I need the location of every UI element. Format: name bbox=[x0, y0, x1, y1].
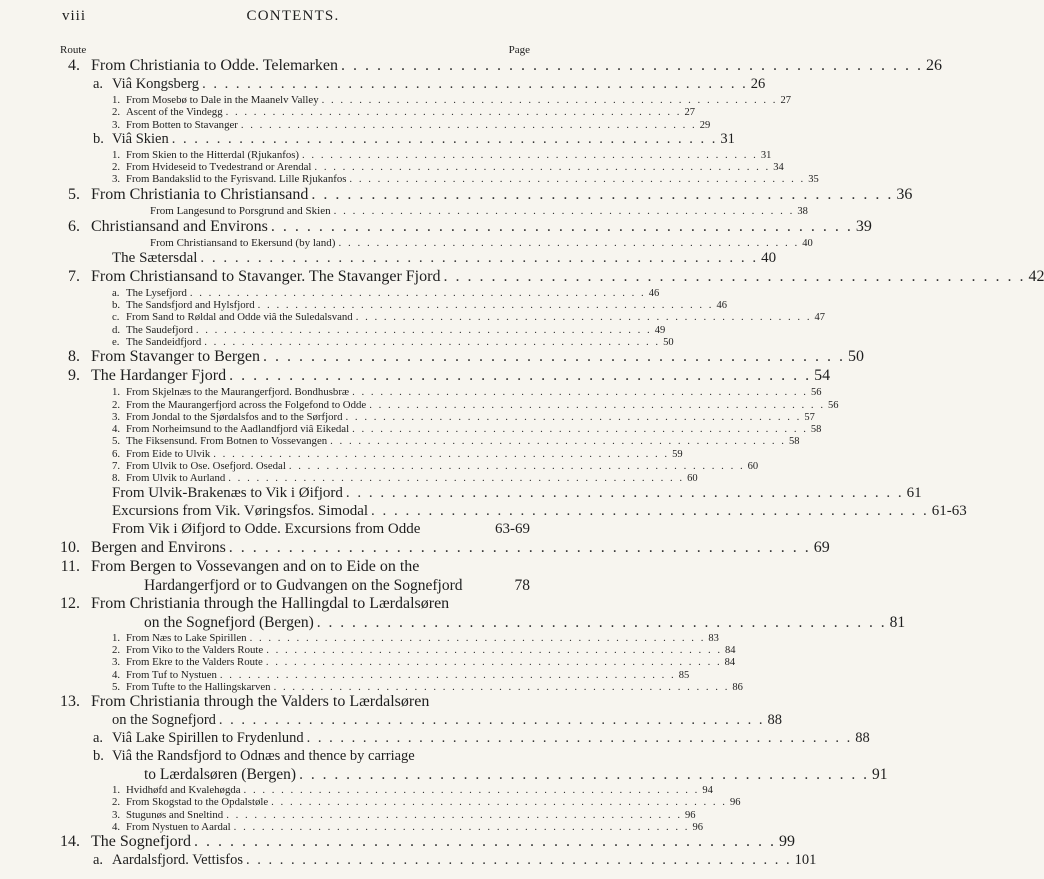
toc-entry-title: Ascent of the Vindegg bbox=[126, 106, 223, 119]
toc-entry-page: 47 bbox=[814, 312, 826, 324]
toc-entry bbox=[60, 595, 530, 614]
dot-leader bbox=[331, 205, 798, 217]
toc-entry-page: 56 bbox=[810, 387, 822, 399]
toc-entry bbox=[60, 808, 696, 821]
toc-entry-number: 7. bbox=[68, 267, 80, 285]
toc-entry-number: e. bbox=[112, 335, 120, 348]
toc-entry bbox=[60, 796, 741, 809]
toc-entry-page: 94 bbox=[702, 785, 713, 797]
dot-leader bbox=[226, 367, 814, 385]
toc-entry-page: 61-63 bbox=[931, 502, 967, 519]
dot-leader bbox=[247, 632, 709, 644]
dot-leader bbox=[191, 833, 779, 851]
toc-entry-title: From Tufte to the Hallingskarven bbox=[126, 680, 271, 693]
toc-entry-number: a. bbox=[93, 76, 104, 92]
toc-entry bbox=[60, 460, 759, 473]
table-of-contents bbox=[60, 57, 1044, 870]
dot-leader bbox=[353, 311, 815, 323]
toc-entry-title: From Ulvik to Ose. Osefjord. Osedal bbox=[126, 460, 286, 473]
dot-leader bbox=[255, 299, 717, 311]
toc-entry bbox=[60, 161, 784, 174]
toc-entry-number: 1. bbox=[112, 784, 121, 797]
toc-entry bbox=[60, 173, 819, 186]
toc-entry-title: Bergen and Environs bbox=[91, 538, 226, 556]
dot-leader bbox=[368, 503, 932, 520]
toc-entry-page: 34 bbox=[773, 162, 784, 174]
toc-entry bbox=[60, 286, 660, 299]
toc-entry bbox=[60, 680, 743, 693]
toc-entry bbox=[60, 267, 1044, 287]
toc-entry bbox=[60, 130, 735, 149]
toc-entry-page: 58 bbox=[788, 436, 800, 448]
toc-entry bbox=[60, 484, 922, 503]
toc-entry-title: From Skogstad to the Opdalstøle bbox=[126, 796, 269, 809]
toc-entry bbox=[60, 185, 913, 205]
toc-entry-title: Stugunøs and Sneltind bbox=[126, 808, 224, 821]
dot-leader bbox=[346, 173, 808, 185]
toc-entry bbox=[60, 217, 872, 237]
toc-entry bbox=[60, 76, 766, 94]
route-column-heading: Route bbox=[60, 44, 87, 56]
dot-leader bbox=[197, 250, 761, 267]
dot-leader bbox=[260, 348, 848, 366]
dot-leader bbox=[187, 287, 649, 299]
toc-entry-number: 1. bbox=[112, 94, 121, 106]
toc-entry-page: 26 bbox=[925, 57, 942, 74]
dot-leader bbox=[338, 57, 926, 75]
toc-entry bbox=[60, 821, 703, 834]
dot-leader bbox=[231, 821, 693, 833]
toc-entry bbox=[60, 106, 695, 119]
toc-entry-title: The Sætersdal bbox=[112, 249, 198, 266]
toc-entry-title: From Ulvik to Aurland bbox=[126, 472, 226, 485]
dot-leader bbox=[238, 119, 700, 131]
toc-entry-page: 81 bbox=[889, 613, 906, 631]
toc-entry bbox=[60, 94, 791, 106]
dot-leader bbox=[314, 614, 890, 632]
toc-entry bbox=[60, 236, 813, 250]
toc-entry-title: From Skjelnæs to the Maurangerfjord. Bondhusbræ bbox=[126, 386, 350, 399]
dot-leader bbox=[271, 681, 733, 693]
toc-entry-title: to Lærdalsøren (Bergen) bbox=[144, 766, 297, 784]
dot-leader bbox=[311, 161, 773, 173]
toc-entry-number: 12. bbox=[60, 594, 80, 612]
toc-entry-page: 50 bbox=[663, 336, 674, 348]
toc-entry-title: Viâ the Randsfjord to Odnæs and thence by carriage bbox=[112, 748, 415, 765]
toc-entry-number: a. bbox=[112, 286, 120, 299]
toc-entry-title: Hardangerfjord or to Gudvangen on the Sognefjord bbox=[144, 576, 463, 594]
toc-entry bbox=[60, 784, 713, 797]
toc-entry-title: From Stavanger to Bergen bbox=[91, 348, 261, 366]
dot-leader bbox=[286, 460, 748, 472]
toc-entry-page: 83 bbox=[708, 632, 719, 644]
toc-entry-title: From Bandakslid to the Fyrisvand. Lille Rjukanfos bbox=[126, 173, 347, 186]
toc-entry bbox=[60, 435, 800, 448]
toc-entry bbox=[60, 712, 783, 730]
toc-entry-page: 46 bbox=[716, 300, 727, 312]
toc-entry-title: From Christiania to Odde. Telemarken bbox=[91, 57, 338, 74]
dot-leader bbox=[366, 399, 828, 411]
toc-entry-number: 7. bbox=[112, 460, 121, 473]
toc-entry-title: From the Maurangerfjord across the Folgefond to Odde bbox=[126, 398, 367, 411]
toc-entry bbox=[60, 323, 666, 336]
toc-entry-title: Excursions from Vik. Vøringsfos. Simodal bbox=[112, 502, 369, 519]
toc-entry-title: From Christiansand to Ekersund (by land) bbox=[150, 236, 336, 249]
toc-entry-title: From Jondal to the Sjørdalsfos and to the Sørfjord bbox=[126, 410, 343, 423]
dot-leader bbox=[327, 435, 789, 447]
toc-entry bbox=[60, 472, 698, 485]
toc-entry-title: From Christiansand to Stavanger. The Stavanger Fjord bbox=[91, 267, 441, 285]
toc-entry-page: 39 bbox=[855, 217, 872, 235]
toc-entry-number: c. bbox=[112, 311, 120, 324]
toc-entry-number: 1. bbox=[112, 631, 121, 644]
toc-entry-page: 59 bbox=[672, 448, 683, 460]
dot-leader bbox=[268, 218, 856, 236]
toc-entry bbox=[60, 766, 888, 784]
dot-leader bbox=[263, 644, 725, 656]
toc-entry-title: Aardalsfjord. Vettisfos bbox=[112, 852, 244, 869]
toc-entry-title: on the Sognefjord bbox=[112, 712, 216, 729]
toc-entry-title: From Christiania through the Valders to Lærdalsøren bbox=[91, 693, 430, 711]
toc-entry-title: From Langesund to Porsgrund and Skien bbox=[150, 204, 331, 217]
toc-entry-number: 14. bbox=[60, 833, 80, 851]
toc-entry bbox=[60, 299, 727, 312]
toc-entry-number: 6. bbox=[68, 217, 80, 235]
toc-entry-page: 31 bbox=[760, 149, 772, 161]
toc-entry-title: From Ekre to the Valders Route bbox=[126, 656, 263, 669]
toc-entry-number: 3. bbox=[112, 118, 121, 131]
toc-entry bbox=[60, 410, 815, 423]
dot-leader bbox=[241, 784, 703, 796]
toc-entry-title: The Lysefjord bbox=[126, 286, 187, 299]
dot-leader bbox=[210, 448, 672, 460]
toc-entry-number: a. bbox=[93, 852, 104, 869]
toc-entry-number: 5. bbox=[112, 435, 121, 448]
toc-entry-page: 60 bbox=[747, 461, 759, 473]
toc-entry-title: Christiansand and Environs bbox=[91, 217, 268, 235]
dot-leader bbox=[319, 94, 781, 106]
toc-entry-number: 9. bbox=[68, 367, 80, 385]
toc-entry-number: 2. bbox=[112, 643, 121, 656]
toc-entry-title: The Saudefjord bbox=[126, 323, 193, 336]
toc-entry-number: 6. bbox=[112, 447, 121, 460]
toc-entry bbox=[60, 386, 822, 399]
toc-entry-number: 11. bbox=[60, 557, 80, 575]
toc-entry-number: 3. bbox=[112, 656, 121, 669]
toc-entry-title: The Hardanger Fjord bbox=[91, 367, 227, 385]
toc-entry-title: From Ulvik-Brakenæs to Vik i Øifjord bbox=[112, 484, 343, 501]
dot-leader bbox=[226, 539, 814, 557]
toc-entry bbox=[60, 367, 831, 386]
toc-entry-page: 42 bbox=[1028, 267, 1044, 285]
toc-entry-number: 5. bbox=[112, 680, 121, 693]
toc-entry-page: 84 bbox=[724, 657, 736, 669]
toc-entry-title: The Fiksensund. From Botnen to Vossevangen bbox=[126, 435, 328, 448]
toc-entry-title: From Sand to Røldal and Odde viâ the Suledalsvand bbox=[126, 311, 353, 324]
toc-entry-page: 78 bbox=[514, 576, 530, 594]
toc-entry-title: The Sognefjord bbox=[91, 833, 191, 851]
dot-leader bbox=[223, 809, 685, 821]
toc-entry-page: 58 bbox=[810, 424, 822, 436]
toc-entry bbox=[60, 577, 530, 595]
dot-leader bbox=[243, 852, 795, 869]
toc-entry bbox=[60, 148, 772, 161]
toc-entry-title: From Eide to Ulvik bbox=[126, 447, 211, 460]
toc-entry-page: 61 bbox=[906, 484, 922, 501]
toc-entry bbox=[60, 693, 530, 712]
toc-entry-page: 56 bbox=[828, 399, 839, 411]
toc-entry-number: 2. bbox=[112, 398, 121, 411]
toc-entry-page: 91 bbox=[871, 766, 888, 784]
dot-leader bbox=[216, 712, 768, 729]
toc-entry-page: 38 bbox=[797, 205, 808, 217]
toc-entry-number: 8. bbox=[68, 348, 80, 366]
toc-entry-title: From Botten to Stavanger bbox=[126, 118, 238, 131]
dot-leader bbox=[308, 186, 896, 204]
toc-entry-number: 4. bbox=[112, 423, 121, 436]
page-column-heading: Page bbox=[508, 44, 530, 56]
toc-entry-page: 88 bbox=[767, 712, 783, 729]
toc-entry-title: From Christiania to Christiansand bbox=[91, 185, 309, 203]
toc-entry-title: From Viko to the Valders Route bbox=[126, 643, 264, 656]
toc-entry-title: From Vik i Øifjord to Odde. Excursions from Odde bbox=[112, 520, 421, 537]
toc-entry bbox=[60, 833, 795, 852]
toc-entry-page: 84 bbox=[725, 644, 736, 656]
toc-entry-page: 35 bbox=[808, 174, 819, 186]
toc-entry-title: From Næs to Lake Spirillen bbox=[126, 631, 247, 644]
toc-entry-number: d. bbox=[112, 323, 121, 336]
toc-entry bbox=[60, 643, 736, 656]
toc-entry-page: 40 bbox=[761, 249, 777, 266]
toc-entry bbox=[60, 502, 967, 521]
toc-entry-page: 49 bbox=[654, 324, 666, 336]
toc-entry bbox=[60, 558, 530, 577]
toc-entry-number: b. bbox=[112, 299, 121, 312]
toc-entry bbox=[60, 656, 736, 669]
toc-entry-page: 27 bbox=[684, 107, 695, 119]
toc-entry-page: 86 bbox=[732, 681, 743, 693]
dot-leader bbox=[440, 268, 1028, 286]
toc-entry-page: 46 bbox=[648, 287, 660, 299]
toc-entry-page: 54 bbox=[814, 367, 831, 385]
toc-entry bbox=[60, 348, 865, 367]
toc-entry-title: From Norheimsund to the Aadlandfjord viâ Eikedal bbox=[126, 423, 350, 436]
toc-entry-title: From Nystuen to Aardal bbox=[126, 821, 231, 834]
dot-leader bbox=[223, 106, 685, 118]
toc-entry-page: 40 bbox=[802, 237, 813, 249]
toc-entry-title: Viâ Lake Spirillen to Frydenlund bbox=[112, 730, 304, 747]
toc-entry-page: 85 bbox=[678, 669, 690, 681]
toc-entry-page: 101 bbox=[794, 852, 817, 869]
toc-entry-title: The Sandsfjord and Hylsfjord bbox=[126, 299, 255, 312]
toc-entry bbox=[60, 398, 839, 411]
toc-entry bbox=[60, 613, 906, 632]
toc-entry-page: 31 bbox=[720, 130, 735, 147]
running-head bbox=[62, 8, 524, 28]
toc-entry bbox=[60, 521, 530, 539]
dot-leader bbox=[193, 324, 655, 336]
toc-entry bbox=[60, 311, 826, 324]
toc-entry-number: a. bbox=[93, 730, 104, 747]
toc-entry-page: 88 bbox=[855, 730, 870, 747]
dot-leader bbox=[199, 76, 751, 93]
toc-entry-number: 2. bbox=[112, 161, 121, 174]
toc-entry bbox=[60, 118, 711, 131]
dot-leader bbox=[169, 131, 721, 148]
toc-entry-number: 3. bbox=[112, 410, 121, 423]
toc-entry-page: 36 bbox=[896, 185, 913, 203]
toc-entry-page: 26 bbox=[750, 76, 766, 92]
toc-entry bbox=[60, 335, 674, 348]
toc-entry-number: b. bbox=[93, 130, 104, 147]
toc-entry-number: 1. bbox=[112, 386, 121, 399]
toc-entry-page: 69 bbox=[813, 538, 830, 556]
toc-entry-title: Viâ Skien bbox=[112, 130, 169, 147]
toc-entry-number: 10. bbox=[60, 538, 80, 556]
column-headings bbox=[60, 44, 530, 58]
toc-entry-title: Viâ Kongsberg bbox=[112, 76, 200, 92]
toc-entry-number: 3. bbox=[112, 173, 121, 186]
dot-leader bbox=[217, 669, 679, 681]
toc-entry bbox=[60, 631, 719, 644]
toc-entry bbox=[60, 447, 683, 460]
toc-entry-number: 1. bbox=[112, 148, 121, 161]
page-title: CONTENTS. bbox=[246, 8, 340, 24]
toc-entry-number: b. bbox=[93, 748, 104, 765]
dot-leader bbox=[343, 411, 805, 423]
toc-entry-page: 96 bbox=[692, 822, 703, 834]
dot-leader bbox=[296, 766, 872, 784]
toc-entry bbox=[60, 852, 817, 870]
toc-entry bbox=[60, 57, 942, 76]
toc-entry-title: From Hvideseid to Tvedestrand or Arendal bbox=[126, 161, 312, 174]
toc-entry bbox=[60, 249, 777, 268]
toc-entry-number: 13. bbox=[60, 693, 80, 711]
toc-entry-number: 3. bbox=[112, 808, 121, 821]
toc-entry-title: From Christiania through the Hallingdal to Lærdalsøren bbox=[91, 594, 450, 612]
toc-entry-page: 96 bbox=[685, 809, 696, 821]
toc-entry-number: 2. bbox=[112, 106, 121, 119]
dot-leader bbox=[299, 149, 761, 161]
toc-entry-page: 27 bbox=[780, 95, 791, 106]
toc-entry-page: 96 bbox=[729, 797, 741, 809]
toc-entry-number: 2. bbox=[112, 796, 121, 809]
toc-entry-title: on the Sognefjord (Bergen) bbox=[144, 613, 314, 631]
dot-leader bbox=[268, 796, 730, 808]
toc-entry-number: 5. bbox=[68, 185, 80, 203]
page-folio: viii bbox=[62, 8, 87, 24]
toc-entry-title: Hvidhøfd and Kvalehøgda bbox=[126, 784, 241, 797]
dot-leader bbox=[304, 730, 856, 747]
toc-entry-page: 99 bbox=[778, 833, 795, 851]
toc-entry bbox=[60, 538, 830, 558]
dot-leader bbox=[349, 386, 811, 398]
toc-entry-number: 8. bbox=[112, 472, 121, 485]
toc-entry-title: From Bergen to Vossevangen and on to Eide on the bbox=[91, 557, 420, 575]
dot-leader bbox=[201, 336, 663, 348]
dot-leader bbox=[335, 237, 802, 249]
toc-entry-page: 29 bbox=[699, 119, 711, 131]
toc-entry-number: 4. bbox=[112, 668, 121, 681]
dot-leader bbox=[225, 472, 687, 484]
toc-entry-page: 50 bbox=[848, 348, 865, 366]
toc-entry-page: 60 bbox=[687, 473, 698, 485]
toc-entry-title: From Mosebø to Dale in the Maanelv Valley bbox=[126, 94, 319, 106]
toc-entry bbox=[60, 423, 822, 436]
dot-leader bbox=[343, 485, 907, 502]
toc-entry bbox=[60, 748, 530, 766]
toc-entry bbox=[60, 204, 808, 218]
dot-leader bbox=[263, 656, 725, 668]
toc-entry bbox=[60, 668, 690, 681]
toc-entry-number: 4. bbox=[68, 57, 80, 74]
toc-entry-number: 4. bbox=[112, 821, 121, 834]
toc-entry-page: 63-69 bbox=[495, 520, 530, 537]
toc-entry-page: 57 bbox=[804, 411, 815, 423]
toc-entry-title: From Skien to the Hitterdal (Rjukanfos) bbox=[126, 148, 300, 161]
toc-entry-title: From Tuf to Nystuen bbox=[126, 668, 217, 681]
dot-leader bbox=[349, 423, 811, 435]
toc-entry-title: The Sandeidfjord bbox=[126, 335, 202, 348]
toc-entry bbox=[60, 730, 870, 748]
